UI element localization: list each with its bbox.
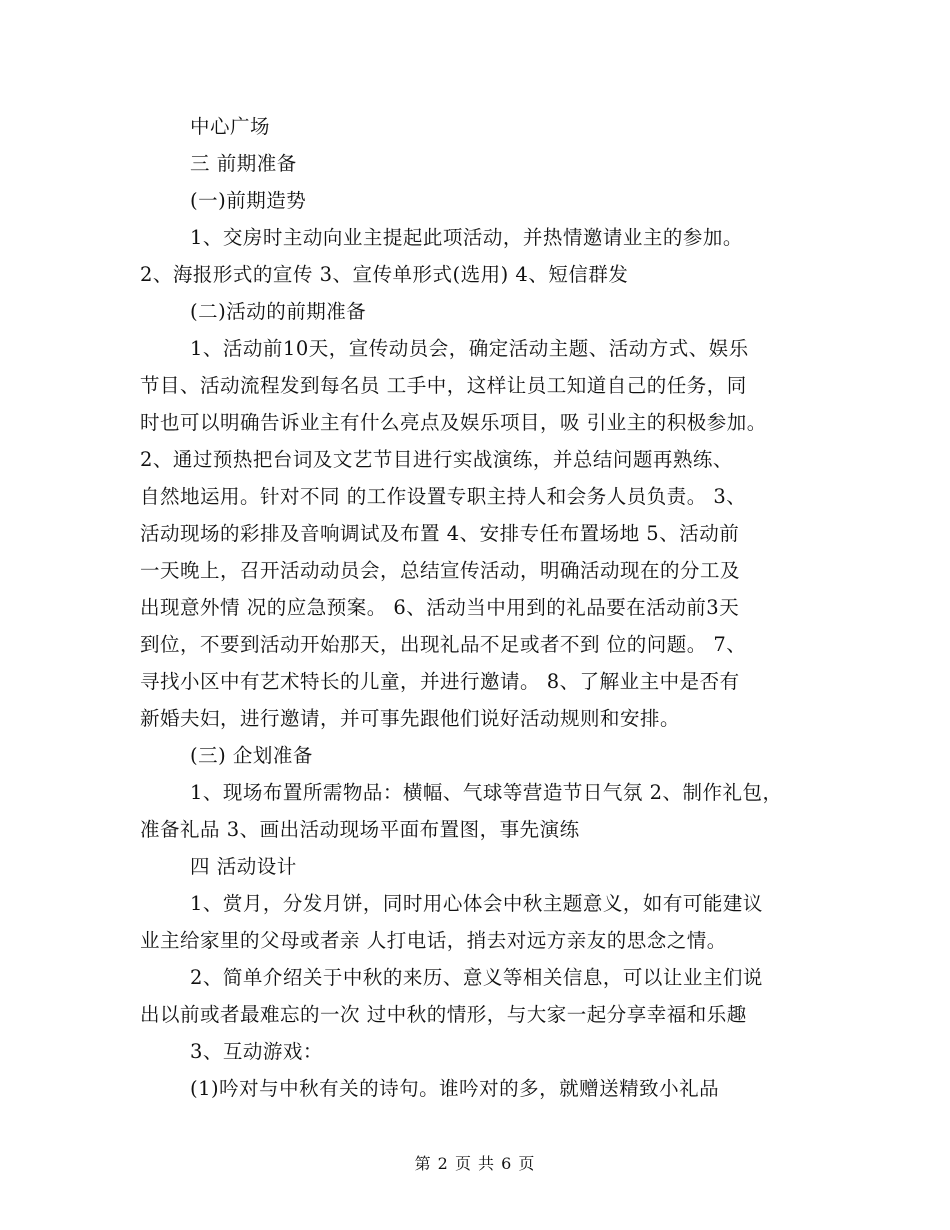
text-line: 2、通过预热把台词及文艺节目进行实战演练，并总结问题再熟练、 <box>140 448 733 471</box>
text-line: 节目、活动流程发到每名员 工手中，这样让员工知道自己的任务，同 <box>140 374 747 397</box>
text-line: 时也可以明确告诉业主有什么亮点及娱乐项目，吸 引业主的积极参加。 <box>140 411 767 434</box>
text-line: 1、活动前10天，宣传动员会，确定活动主题、活动方式、娱乐 <box>190 337 749 360</box>
text-line: 2、简单介绍关于中秋的来历、意义等相关信息，可以让业主们说 <box>190 966 763 989</box>
text-line: 到位，不要到活动开始那天，出现礼品不足或者不到 位的问题。 7、 <box>140 633 747 656</box>
text-line: 2、海报形式的宣传 3、宣传单形式(选用) 4、短信群发 <box>140 263 629 286</box>
text-line: 准备礼品 3、画出活动现场平面布置图，事先演练 <box>140 818 580 841</box>
subsection-heading: (三) 企划准备 <box>190 744 313 767</box>
text-line: 中心广场 <box>190 115 271 138</box>
text-line: 1、赏月，分发月饼，同时用心体会中秋主题意义，如有可能建议 <box>190 892 763 915</box>
section-heading: 三 前期准备 <box>190 152 297 175</box>
text-line: (1)吟对与中秋有关的诗句。谁吟对的多，就赠送精致小礼品 <box>190 1077 720 1100</box>
page-number-footer: 第 2 页 共 6 页 <box>414 1154 536 1173</box>
text-line: 自然地运用。针对不同 的工作设置专职主持人和会务人员负责。 3、 <box>140 485 747 508</box>
text-line: 新婚夫妇，进行邀请，并可事先跟他们说好活动规则和安排。 <box>140 707 681 730</box>
section-heading: 四 活动设计 <box>190 855 297 878</box>
subsection-heading: (一)前期造势 <box>190 189 307 212</box>
text-line: 3、互动游戏： <box>190 1040 323 1063</box>
text-line: 业主给家里的父母或者亲 人打电话，捎去对远方亲友的思念之情。 <box>140 929 727 952</box>
text-line: 1、交房时主动向业主提起此项活动，并热情邀请业主的参加。 <box>190 226 743 249</box>
text-line: 1、现场布置所需物品：横幅、气球等营造节日气氛 2、制作礼包， <box>190 781 783 804</box>
text-line: 寻找小区中有艺术特长的儿童，并进行邀请。 8、了解业主中是否有 <box>140 670 740 693</box>
text-line: 出以前或者最难忘的一次 过中秋的情形，与大家一起分享幸福和乐趣 <box>140 1003 747 1026</box>
subsection-heading: (二)活动的前期准备 <box>190 300 367 323</box>
text-line: 一天晚上，召开活动动员会，总结宣传活动，明确活动现在的分工及 <box>140 559 741 582</box>
text-line: 出现意外情 况的应急预案。 6、活动当中用到的礼品要在活动前3天 <box>140 596 740 619</box>
text-line: 活动现场的彩排及音响调试及布置 4、安排专任布置场地 5、活动前 <box>140 522 740 545</box>
